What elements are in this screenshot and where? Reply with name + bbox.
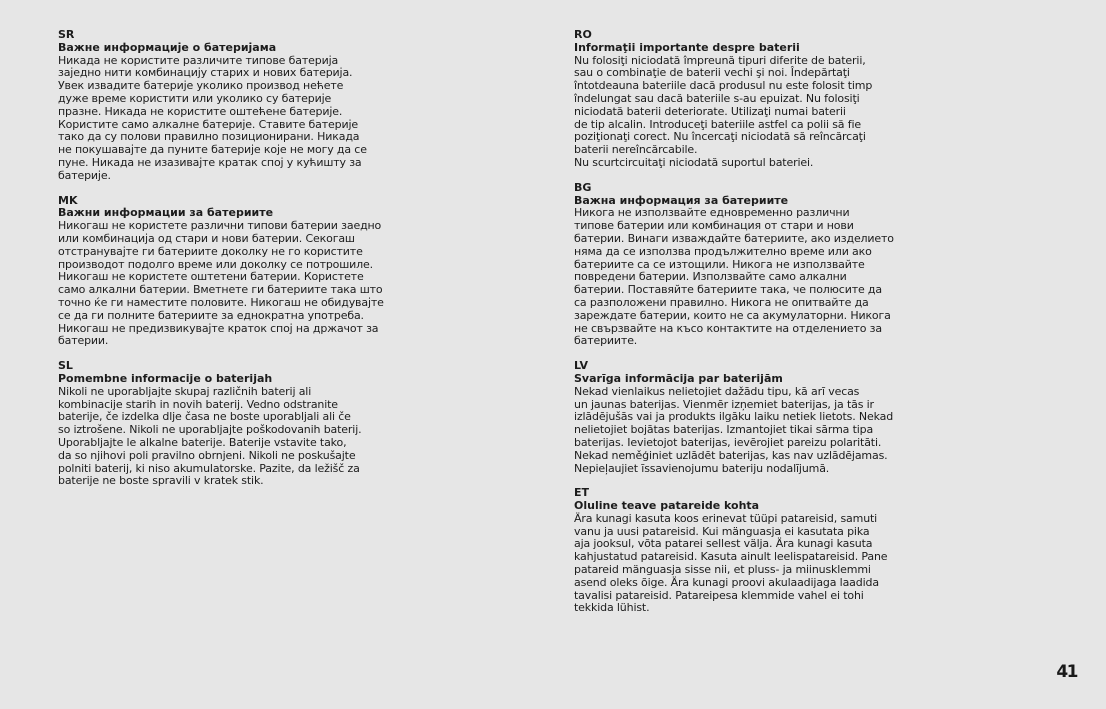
body-line: niciodată baterii deteriorate. Utilizaţi numai baterii	[574, 104, 846, 118]
section-mk	[58, 195, 408, 349]
body-line: Никога не използвайте едновременно различни	[574, 206, 850, 220]
section-body	[574, 386, 944, 476]
body-line: tavalisi patareisid. Patareipesa klemmide vahel ei tohi	[574, 588, 864, 602]
body-line: sau o combinaţie de baterii vechi şi noi. Îndepărtaţi	[574, 66, 850, 80]
body-line: baterije, če izdelka dlje časa ne boste uporabljali ali če	[58, 410, 351, 424]
language-code: RO	[574, 28, 592, 41]
body-line: Ära kunagi kasuta koos erinevat tüüpi patareisid, samuti	[574, 511, 878, 525]
language-code: LV	[574, 359, 589, 373]
body-line: Nepieļaujiet īssavienojumu bateriju nodalījumā.	[574, 461, 830, 475]
body-line: îndelungat sau dacă bateriile s-au epuizat. Nu folosiţi	[574, 91, 860, 105]
language-code: BG	[574, 180, 592, 194]
page-number: 41	[1056, 662, 1077, 682]
body-line: Nu scurtcircuitaţi niciodată suportul bateriei.	[574, 155, 814, 169]
body-line: un jaunas baterijas. Vienmēr izņemiet baterijas, ja tās ir	[574, 397, 874, 411]
body-line: зареждате батерии, които не са акумулаторни. Никога	[574, 308, 891, 322]
right-column	[574, 29, 944, 627]
section-title: Oluline teave patareide kohta	[574, 499, 760, 513]
body-line: Никада не користите различите типове батерија	[58, 53, 339, 67]
body-line: asend oleks õige. Ära kunagi proovi akulaadijaga laadida	[574, 575, 879, 589]
body-line: не покушавајте да пуните батерије које не могу да се	[58, 143, 367, 157]
body-line: Nekad neměģiniet uzlādēt baterijas, kas nav uzlādējamas.	[574, 448, 888, 462]
body-line: kombinacije starih in novih baterij. Vedno odstranite	[58, 397, 338, 411]
body-line: da so njihovi poli pravilno obrnjeni. Nikoli ne poskušajte	[58, 448, 356, 462]
left-column	[58, 29, 408, 500]
section-et	[574, 487, 944, 615]
section-sr	[58, 29, 408, 183]
body-line: тако да су полови правилно позиционирани. Никада	[58, 130, 360, 144]
body-line: дуже време користити или уколико су батерије	[58, 91, 332, 105]
section-bg	[574, 182, 944, 348]
body-line: типове батерии или комбинация от стари и нови	[574, 219, 854, 233]
section-body	[574, 513, 944, 615]
body-line: Uporabljajte le alkalne baterije. Baterije vstavite tako,	[58, 435, 347, 449]
body-line: заједно нити комбинацију старих и нових батерија.	[58, 66, 353, 80]
language-code: SR	[58, 28, 75, 41]
body-line: Nu folosiţi niciodată împreună tipuri diferite de baterii,	[574, 53, 866, 67]
body-line: baterii nereîncărcabile.	[574, 143, 698, 157]
body-line: Nekad vienlaikus nelietojiet dažādu tipu, kā arī vecas	[574, 384, 860, 398]
body-line: батериите.	[574, 334, 638, 348]
body-line: отстранувајте ги батериите доколку не го користите	[58, 244, 363, 258]
body-line: повредени батерии. Използвайте само алкални	[574, 270, 847, 284]
language-code: MK	[58, 193, 78, 207]
body-line: izlādējušās vai ja produkts ilgāku laiku netiek lietots. Nekad	[574, 410, 894, 424]
body-line: Увек извадите батерије уколико производ нећете	[58, 79, 344, 93]
section-title: Svarīga informācija par baterijām	[574, 371, 783, 385]
body-line: точно ќе ги наместите половите. Никогаш не обидувајте	[58, 295, 384, 309]
body-line: de tip alcalin. Introduceţi bateriile astfel ca polii să fie	[574, 117, 861, 131]
section-body	[574, 55, 944, 170]
section-title: Важне информације о батеријама	[58, 40, 277, 54]
body-line: или комбинација од стари и нови батерии. Секогаш	[58, 231, 355, 245]
body-line: само алкални батерии. Вметнете ги батериите така што	[58, 283, 383, 297]
body-line: poziţionaţi corect. Nu încercaţi niciodată să reîncărcaţi	[574, 130, 866, 144]
body-line: батерии. Винаги изваждайте батериите, ако изделието	[574, 231, 894, 245]
section-title: Важни информации за батериите	[58, 206, 274, 220]
body-line: tekkida lühist.	[574, 601, 650, 615]
body-line: Никогаш не користете оштетени батерии. Користете	[58, 270, 364, 284]
section-title: Pomembne informacije o baterijah	[58, 371, 273, 385]
section-body	[58, 386, 408, 488]
section-ro	[574, 29, 944, 170]
body-line: батериите са се изтощили. Никога не използвайте	[574, 257, 865, 271]
body-line: не свързвайте на късо контактите на отделението за	[574, 321, 882, 335]
body-line: so iztrošene. Nikoli ne uporabljajte poškodovanih baterij.	[58, 423, 362, 437]
section-title: Важна информация за батериите	[574, 193, 789, 207]
body-line: батерије.	[58, 168, 111, 182]
body-line: kahjustatud patareisid. Kasuta ainult leelispatareisid. Pane	[574, 550, 888, 564]
body-line: производот подолго време или доколку се потрошиле.	[58, 257, 374, 271]
body-line: baterije ne boste spravili v kratek stik.	[58, 474, 264, 488]
body-line: întotdeauna bateriile dacă produsul nu este folosit timp	[574, 79, 873, 93]
language-code: SL	[58, 359, 73, 373]
section-body	[58, 55, 408, 183]
body-line: са разположени правилно. Никога не опитвайте да	[574, 295, 869, 309]
body-line: nelietojiet bojātas baterijas. Izmantojiet tikai sārma tipa	[574, 423, 874, 437]
body-line: Никогаш не предизвикувајте краток спој на држачот за	[58, 321, 379, 335]
section-body	[58, 220, 408, 348]
body-line: няма да се използва продължително време или ако	[574, 244, 872, 258]
body-line: polniti baterij, ki niso akumulatorske. Pazite, da ležišč za	[58, 461, 360, 475]
body-line: aja jooksul, võta patarei sellest välja. Ära kunagi kasuta	[574, 537, 873, 551]
section-body	[574, 207, 944, 348]
body-line: Nikoli ne uporabljajte skupaj različnih baterij ali	[58, 384, 312, 398]
body-line: се да ги полните батериите за еднократна употреба.	[58, 308, 364, 322]
body-line: батерии.	[58, 334, 109, 348]
body-line: батерии. Поставяйте батериите така, че полюсите да	[574, 283, 882, 297]
body-line: vanu ja uusi patareisid. Kui mänguasja ei kasutata pika	[574, 524, 870, 538]
body-line: patareid mänguasja sisse nii, et pluss- ja miinusklemmi	[574, 563, 871, 577]
body-line: Користите само алкалне батерије. Ставите батерије	[58, 117, 358, 131]
section-lv	[574, 360, 944, 475]
section-sl	[58, 360, 408, 488]
body-line: baterijas. Ievietojot baterijas, ievērojiet pareizu polaritāti.	[574, 435, 882, 449]
language-code: ET	[574, 486, 590, 500]
body-line: пуне. Никада не изазивајте кратак спој у кућишту за	[58, 155, 362, 169]
section-title: Informaţii importante despre baterii	[574, 40, 800, 54]
body-line: Никогаш не користете различни типови батерии заедно	[58, 219, 382, 233]
body-line: празне. Никада не користите оштећене батерије.	[58, 104, 343, 118]
